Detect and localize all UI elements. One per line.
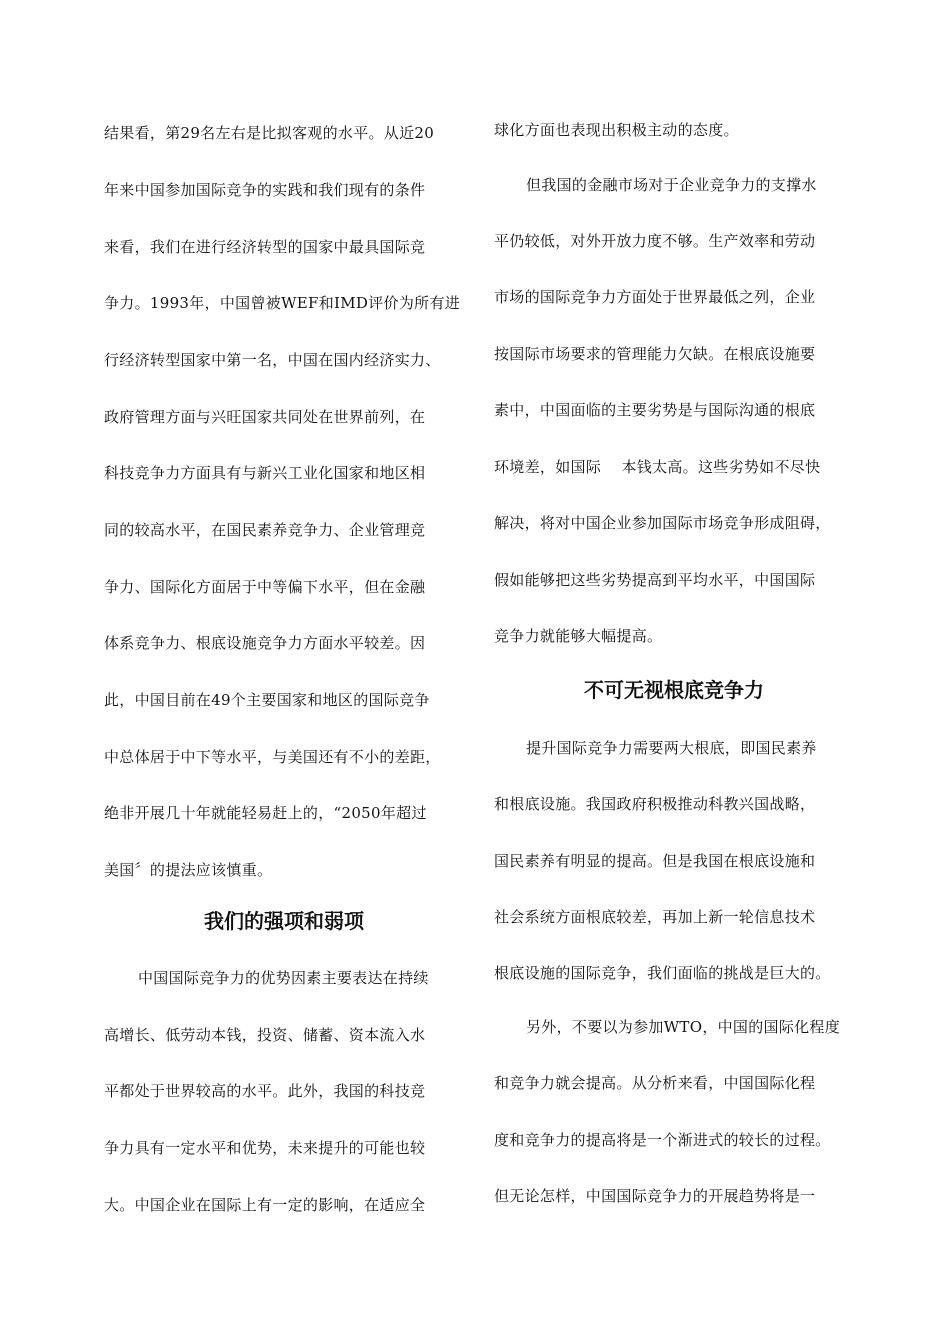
- text-line: 争力。1993年，中国曾被WEF和IMD评价为所有进: [104, 294, 461, 312]
- text-line: 提升国际竞争力需要两大根底，即国民素养: [526, 739, 817, 757]
- text-line: 年来中国参加国际竞争的实践和我们现有的条件: [104, 181, 426, 199]
- text-line: 国民素养有明显的提高。但是我国在根底设施和: [494, 852, 816, 870]
- text-line: 但我国的金融市场对于企业竞争力的支撑水: [526, 176, 817, 194]
- text-line: 中总体居于中下等水平，与美国还有不小的差距，: [104, 748, 441, 766]
- text-line: 根底设施的国际竞争，我们面临的挑战是巨大的。: [494, 964, 831, 982]
- text-line: 按国际市场要求的管理能力欠缺。在根底设施要: [494, 345, 816, 363]
- text-line: 竞争力就能够大幅提高。: [494, 627, 663, 645]
- text-line: 和根底设施。我国政府积极推动科教兴国战略，: [494, 795, 816, 813]
- text-line: 美国〞的提法应该慎重。: [104, 861, 273, 879]
- text-line: 度和竞争力的提高将是一个渐进式的较长的过程。: [494, 1131, 831, 1149]
- text-line: 争力具有一定水平和优势，未来提升的可能也较: [104, 1139, 426, 1157]
- text-line: 绝非开展几十年就能轻易赶上的，“2050年超过: [104, 804, 427, 822]
- text-line: 社会系统方面根底较差，再加上新一轮信息技术: [494, 908, 816, 926]
- text-line: 政府管理方面与兴旺国家共同处在世界前列，在: [104, 408, 426, 426]
- text-line: 另外，不要以为参加WTO，中国的国际化程度: [526, 1018, 841, 1036]
- text-line: 同的较高水平，在国民素养竞争力、企业管理竞: [104, 521, 426, 539]
- text-line: 结果看，第29名左右是比拟客观的水平。从近20: [104, 124, 435, 142]
- text-line: 环境差，如国际 本钱太高。这些劣势如不尽快: [494, 458, 821, 476]
- text-line: 解决，将对中国企业参加国际市场竞争形成阻碍，: [494, 514, 831, 532]
- text-line: 大。中国企业在国际上有一定的影响，在适应全: [104, 1196, 426, 1214]
- section-heading: 我们的强项和弱项: [204, 909, 364, 933]
- section-heading: 不可无视根底竞争力: [584, 678, 764, 702]
- text-line: 市场的国际竞争力方面处于世界最低之列，企业: [494, 288, 816, 306]
- text-line: 此，中国目前在49个主要国家和地区的国际竞争: [104, 691, 430, 709]
- text-line: 素中，中国面临的主要劣势是与国际沟通的根底: [494, 401, 816, 419]
- text-line: 体系竞争力、根底设施竞争力方面水平较差。因: [104, 634, 426, 652]
- text-line: 但无论怎样，中国国际竞争力的开展趋势将是一: [494, 1187, 816, 1205]
- text-line: 平都处于世界较高的水平。此外，我国的科技竞: [104, 1082, 426, 1100]
- text-line: 科技竞争力方面具有与新兴工业化国家和地区相: [104, 464, 426, 482]
- text-line: 中国国际竞争力的优势因素主要表达在持续: [138, 969, 429, 987]
- text-line: 平仍较低，对外开放力度不够。生产效率和劳动: [494, 232, 816, 250]
- text-line: 争力、国际化方面居于中等偏下水平，但在金融: [104, 578, 426, 596]
- text-line: 和竞争力就会提高。从分析来看，中国国际化程: [494, 1074, 816, 1092]
- text-line: 高增长、低劳动本钱，投资、储蓄、资本流入水: [104, 1026, 426, 1044]
- text-line: 行经济转型国家中第一名，中国在国内经济实力、: [104, 351, 441, 369]
- text-line: 球化方面也表现出积极主动的态度。: [494, 121, 739, 139]
- text-line: 来看，我们在进行经济转型的国家中最具国际竞: [104, 238, 426, 256]
- text-line: 假如能够把这些劣势提高到平均水平，中国国际: [494, 571, 816, 589]
